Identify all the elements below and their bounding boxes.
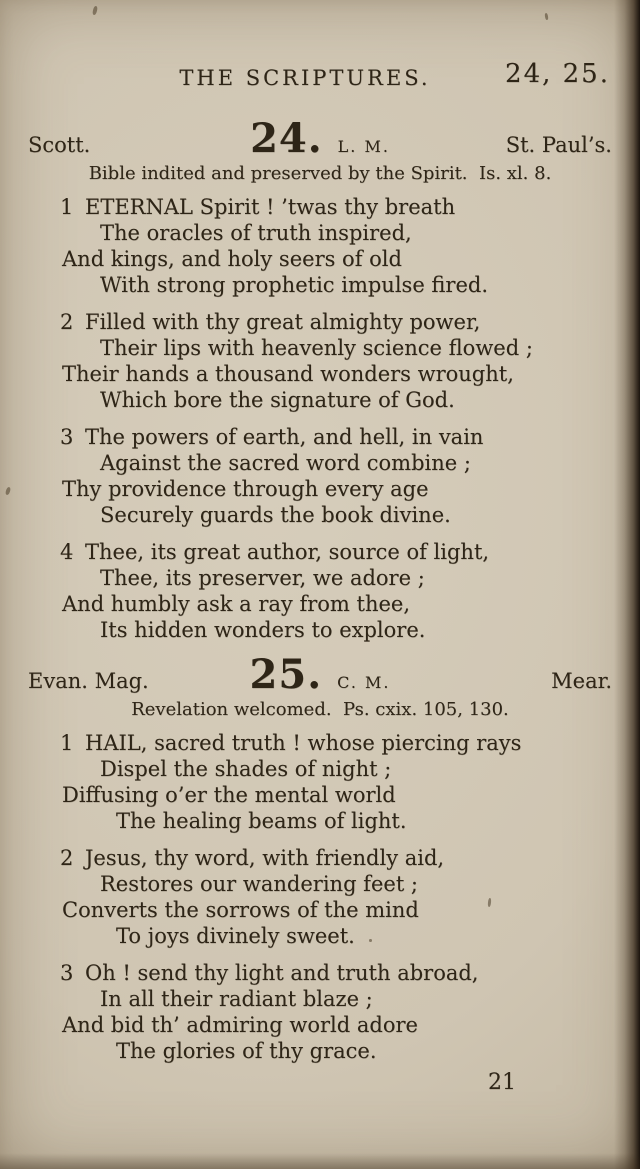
verse-line-text: The oracles of truth inspired, <box>100 221 412 245</box>
running-title: THE SCRIPTURES. <box>179 66 431 90</box>
verse-line <box>60 539 612 565</box>
hymn-25-verse-1 <box>60 730 612 834</box>
verse-line-text: Their lips with heavenly science flowed ; <box>100 336 533 360</box>
hymn-24-verse-2 <box>60 309 612 413</box>
verse-number: 2 <box>60 310 74 334</box>
hymn-tune: St. Paul’s. <box>505 133 612 157</box>
verse-number: 3 <box>60 425 74 449</box>
page-edge-shadow <box>614 0 640 1169</box>
verse-line-text: The powers of earth, and hell, in vain <box>85 425 484 449</box>
verse-line-text: Filled with thy great almighty power, <box>85 310 481 334</box>
hymn-meter: C. M. <box>337 673 391 692</box>
verse-line-text: HAIL, sacred truth ! whose piercing rays <box>85 731 522 755</box>
hymn-24-verse-3 <box>60 424 612 528</box>
hymn-tune: Mear. <box>551 669 612 693</box>
verse-line-text: ETERNAL Spirit ! ’twas thy breath <box>85 195 456 219</box>
verse-line-text: In all their radiant blaze ; <box>100 987 373 1011</box>
verse-line-text: Thee, its great author, source of light, <box>85 540 490 564</box>
verse-line-text: The glories of thy grace. <box>116 1039 377 1063</box>
hymn-subtitle: Bible indited and preserved by the Spirit. Is. xl. 8. <box>88 163 552 184</box>
verse-number: 1 <box>60 195 74 219</box>
verse-line-text: And humbly ask a ray from thee, <box>62 592 410 616</box>
hymn-number-group <box>250 115 390 162</box>
verse-number: 1 <box>60 731 74 755</box>
verse-line-text: Diffusing o’er the mental world <box>62 783 396 807</box>
verse-line-text: Which bore the signature of God. <box>100 388 455 412</box>
verse-line-text: Oh ! send thy light and truth abroad, <box>85 961 479 985</box>
hymn-meter: L. M. <box>337 137 390 156</box>
verse-line <box>60 960 612 986</box>
paper-mark <box>5 487 11 496</box>
hymn-subtitle: Revelation welcomed. Ps. cxix. 105, 130. <box>131 699 509 720</box>
verse-line-text: Securely guards the book divine. <box>100 503 451 527</box>
hymn-number-group <box>249 651 391 698</box>
verse-line-text: And bid th’ admiring world adore <box>62 1013 418 1037</box>
verse-line-text: To joys divinely sweet. <box>116 924 355 948</box>
verse-line <box>60 730 612 756</box>
hymn-24-header <box>28 115 612 162</box>
page-bottom-shadow <box>0 1153 640 1169</box>
verse-number: 2 <box>60 846 74 870</box>
hymn-24-verse-1 <box>60 194 612 298</box>
hymn-25 <box>28 651 612 1064</box>
hymn-24 <box>28 115 612 643</box>
running-hymn-numbers: 24, 25. <box>505 59 610 89</box>
hymn-25-header <box>28 651 612 698</box>
verse-line <box>60 845 612 871</box>
verse-line <box>60 424 612 450</box>
hymn-number: 24. <box>250 115 323 162</box>
verse-line <box>60 194 612 220</box>
verse-number: 3 <box>60 961 74 985</box>
verse-line-text: With strong prophetic impulse fired. <box>100 273 489 297</box>
hymn-24-verse-4 <box>60 539 612 643</box>
hymn-author: Scott. <box>28 133 91 157</box>
page-number: 21 <box>488 1070 516 1095</box>
verse-line <box>60 309 612 335</box>
verse-number: 4 <box>60 540 74 564</box>
hymn-author: Evan. Mag. <box>28 669 149 693</box>
verse-line-text: The healing beams of light. <box>116 809 407 833</box>
hymn-25-verse-3 <box>60 960 612 1064</box>
verse-line-text: Against the sacred word combine ; <box>100 451 471 475</box>
hymn-number: 25. <box>249 651 323 698</box>
verse-line-text: Thy providence through every age <box>62 477 429 501</box>
verse-line-text: Jesus, thy word, with friendly aid, <box>85 846 445 870</box>
verse-line-text: Converts the sorrows of the mind <box>62 898 419 922</box>
hymn-25-verse-2 <box>60 845 612 949</box>
verse-line-text: Dispel the shades of night ; <box>100 757 392 781</box>
running-head <box>28 0 612 104</box>
verse-line-text: And kings, and holy seers of old <box>62 247 402 271</box>
verse-line-text: Restores our wandering feet ; <box>100 872 419 896</box>
verse-line-text: Thee, its preserver, we adore ; <box>100 566 425 590</box>
verse-line-text: Their hands a thousand wonders wrought, <box>62 362 514 386</box>
verse-line-text: Its hidden wonders to explore. <box>100 618 426 642</box>
